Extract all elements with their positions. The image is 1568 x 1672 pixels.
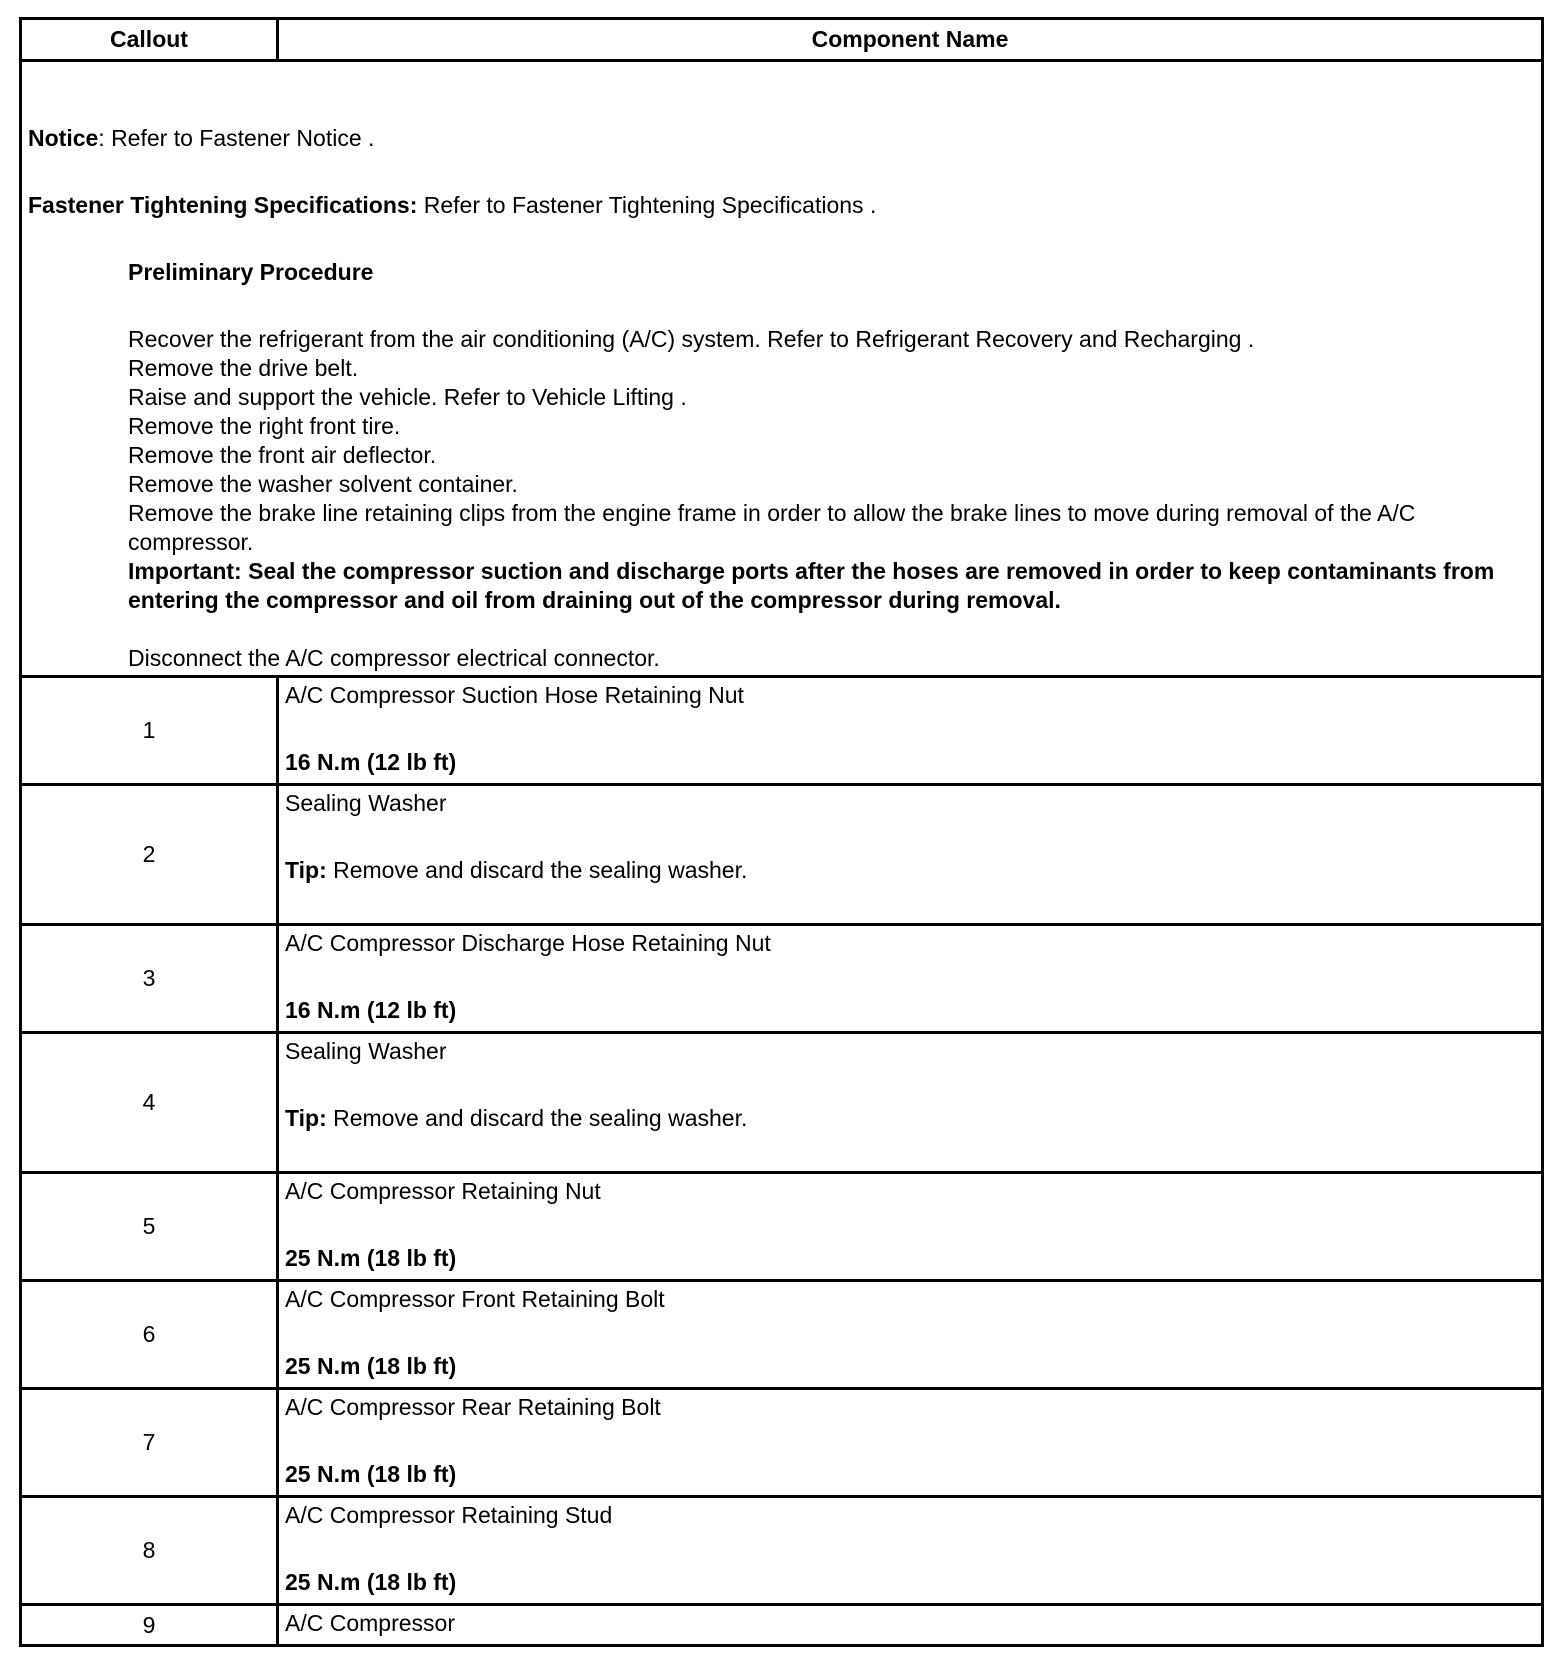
notice-line	[28, 62, 1535, 153]
component-cell	[278, 925, 1543, 1033]
table-row	[21, 1497, 1543, 1605]
torque-spec: 16 N.m (12 lb ft)	[285, 997, 457, 1023]
callout-cell: 9	[21, 1605, 278, 1646]
callout-cell: 2	[21, 785, 278, 925]
step-item: Remove the front air deflector.	[128, 442, 437, 468]
component-name: A/C Compressor Suction Hose Retaining Nut	[285, 682, 744, 708]
fastener-spec-text: Refer to Fastener Tightening Specifications .	[417, 192, 877, 218]
callout-cell: 6	[21, 1281, 278, 1389]
tip-text: Remove and discard the sealing washer.	[326, 1105, 748, 1131]
table-row	[21, 677, 1543, 785]
torque-spec: 25 N.m (18 lb ft)	[285, 1569, 457, 1595]
table-row	[21, 1281, 1543, 1389]
callout-cell: 3	[21, 925, 278, 1033]
component-name: Sealing Washer	[285, 790, 447, 816]
notice-label: Notice	[28, 125, 99, 151]
torque-spec: 25 N.m (18 lb ft)	[285, 1461, 457, 1487]
step-item: Remove the drive belt.	[128, 355, 359, 381]
tip-note	[285, 856, 1535, 923]
callout-cell: 1	[21, 677, 278, 785]
callout-cell: 7	[21, 1389, 278, 1497]
component-name: A/C Compressor Discharge Hose Retaining Nut	[285, 930, 771, 956]
step-item: Raise and support the vehicle. Refer to Vehicle Lifting .	[128, 384, 687, 410]
table-row	[21, 925, 1543, 1033]
component-name: Sealing Washer	[285, 1038, 447, 1064]
table-row	[21, 1389, 1543, 1497]
tip-text: Remove and discard the sealing washer.	[326, 857, 748, 883]
step-item: Recover the refrigerant from the air conditioning (A/C) system. Refer to Refrigerant Recovery and Recharging .	[128, 326, 1255, 352]
component-name: A/C Compressor Retaining Nut	[285, 1178, 601, 1204]
component-cell	[278, 1389, 1543, 1497]
component-cell	[278, 677, 1543, 785]
table-row	[21, 1605, 1543, 1646]
fastener-spec-line	[28, 153, 1535, 220]
component-cell	[278, 1605, 1543, 1646]
preliminary-cell	[21, 61, 1543, 677]
component-name: A/C Compressor Retaining Stud	[285, 1502, 613, 1528]
component-cell	[278, 1497, 1543, 1605]
component-cell	[278, 1173, 1543, 1281]
table-row	[21, 1033, 1543, 1173]
preliminary-row	[21, 61, 1543, 677]
step-item: Remove the brake line retaining clips from the engine frame in order to allow the brake lines to move during removal of the A/C compressor.	[128, 500, 1416, 555]
callout-cell: 8	[21, 1497, 278, 1605]
components-table	[19, 17, 1544, 1647]
preliminary-steps	[128, 287, 1535, 615]
callout-cell: 5	[21, 1173, 278, 1281]
fastener-spec-label: Fastener Tightening Specifications:	[28, 192, 418, 218]
step-item: Remove the right front tire.	[128, 413, 401, 439]
component-name: A/C Compressor	[285, 1610, 455, 1636]
component-cell	[278, 1281, 1543, 1389]
component-name: A/C Compressor Front Retaining Bolt	[285, 1286, 665, 1312]
preliminary-procedure	[28, 220, 1535, 675]
table-header-row	[21, 19, 1543, 61]
torque-spec: 25 N.m (18 lb ft)	[285, 1353, 457, 1379]
tip-label: Tip:	[285, 1105, 327, 1131]
preliminary-title: Preliminary Procedure	[128, 259, 374, 285]
notice-text: : Refer to Fastener Notice .	[98, 125, 375, 151]
important-note: Important: Seal the compressor suction and discharge ports after the hoses are removed in order to keep contaminants from entering the compressor and oil from draining out of the compressor during removal.	[128, 558, 1495, 613]
callout-cell: 4	[21, 1033, 278, 1173]
tip-note	[285, 1104, 1535, 1171]
torque-spec: 16 N.m (12 lb ft)	[285, 749, 457, 775]
component-name-column-header: Component Name	[278, 19, 1543, 61]
step-item: Disconnect the A/C compressor electrical connector.	[128, 645, 660, 671]
table-row	[21, 1173, 1543, 1281]
tip-label: Tip:	[285, 857, 327, 883]
procedure-document	[19, 17, 1541, 1647]
step-item: Remove the washer solvent container.	[128, 471, 518, 497]
component-cell	[278, 1033, 1543, 1173]
callout-column-header: Callout	[21, 19, 278, 61]
table-row	[21, 785, 1543, 925]
component-name: A/C Compressor Rear Retaining Bolt	[285, 1394, 661, 1420]
torque-spec: 25 N.m (18 lb ft)	[285, 1245, 457, 1271]
component-cell	[278, 785, 1543, 925]
